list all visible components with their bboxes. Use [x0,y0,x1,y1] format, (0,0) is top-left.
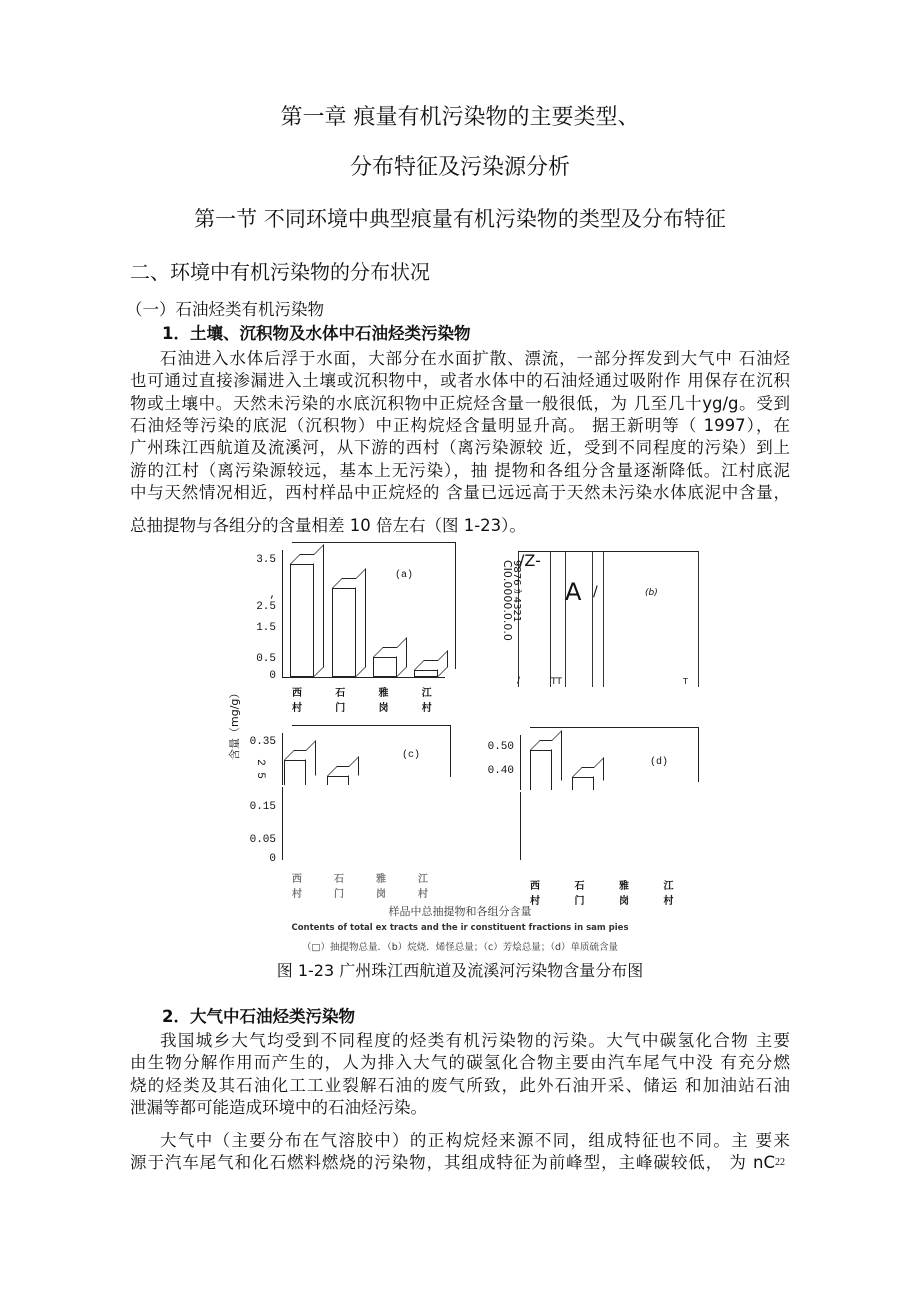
panel-b-text: 9876 ｶ 4321 [511,560,522,623]
bar-西村 [284,760,306,785]
y-tick-label: 3.5 [256,554,276,566]
bar-西村 [530,750,552,790]
y-axis [520,735,521,860]
bar-石门 [572,777,594,790]
bar-雅岗 [373,657,397,677]
x-tick-label: 西村 [530,881,540,907]
bar-side-face [349,756,359,785]
x-tick-label: 石门 [574,881,585,907]
paragraph-line: 我国城乡大气均受到不同程度的烃类有机污染物的污染。大气中碳氢化合物 主要 [160,1031,790,1050]
panel-b-text: CI0.0000.0.0.0 [501,560,514,641]
plot-right-border [698,727,699,782]
panel-b-text: TT [551,677,562,687]
chapter-title-line1: 第一章 痕量有机污染物的主要类型、 [280,105,640,130]
y-tick-label: 0.15 [249,801,276,813]
bar-石门 [332,588,356,677]
panel-title: (d) [650,757,669,768]
bar-side-face [314,544,324,677]
y-tick-label: 0 [269,853,276,865]
panel-b-text: / [593,584,598,600]
panel-title: (c) [402,750,421,761]
x-tick-label: 江村 [663,881,674,907]
plot-top-border [530,727,698,728]
paragraph-line: 广州珠江西航道及流溪河，从下游的西村（离污染源较 近，受到不同程度的污染）到上 [130,438,790,458]
figure-legend: （□）抽提物总量．（b）烷烧．烯怪总量；（c）芳烩总量；（d）单质硫含量 [301,942,618,953]
y-tick-label: 0.05 [249,834,276,846]
bar-side-face [594,757,604,790]
paragraph-line: 石油进入水体后浮于水面，大部分在水面扩散、漂流，一部分挥发到大气中 石油烃 [160,349,790,368]
section-title: 第一节 不同环境中典型痕量有机污染物的类型及分布特征 [194,207,726,231]
subscript: 22 [775,1157,785,1169]
paragraph-line: 也可通过直接渗漏进入土壤或沉积物中，或者水体中的石油烃通过吸附作 用保存在沉积 [130,371,790,391]
y-axis-label: 含量（mg/g） [228,687,241,760]
figure-caption: 图 1-23 广州珠江西航道及流溪河污染物含量分布图 [276,961,644,980]
bar-side-face [397,637,407,677]
x-tick-label: 江村 [418,874,428,900]
paragraph-line: 物或土壤中。天然未污染的水底沉积物中正烷烃含量一般很低，为 几至几十yg/g。受到 [130,393,790,413]
paragraph-line: 中与天然情况相近，西村样品中正烷烃的 含量已远远高于天然未污染水体底泥中含量， [130,482,790,502]
bar-side-face [552,730,562,790]
plot-top-border [292,542,455,543]
x-tick-label: 雅岗 [619,881,629,907]
panel-title: (a) [395,570,414,581]
x-tick-label: 雅岗 [378,688,389,714]
plot-right-border [450,725,451,777]
plot-right-border [455,542,456,669]
x-tick-label: 石门 [334,874,344,900]
x-tick-label: 西村 [292,688,302,714]
y-tick-label: , 2.5 [256,589,276,613]
y-tick-label: 0 [269,670,276,682]
x-tick-label: 雅岗 [376,874,386,900]
paragraph-line: 石油烃等污染的底泥（沉积物）中正构烷烃含量明显升高。 据王新明等（ 1997），在 [130,415,790,435]
bar-side-face [356,568,366,677]
paragraph-line: 总抽提物与各组分的含量相差 10 倍左右（图 1-23）。 [130,516,526,535]
y-tick-label: 0.5 [256,653,276,665]
item2-title: 2．大气中石油烃类污染物 [162,1007,355,1026]
bar-side-face [438,650,448,677]
paragraph-line: 烧的烃类及其石油化工工业裂解石油的废气所致，此外石油开采、储运 和加油站石油 [130,1075,790,1095]
panel-b-text: A [565,578,582,606]
y-tick-label: 0.40 [487,765,514,777]
y-tick-label: 0.35 [249,736,276,748]
x-tick-label: 江村 [421,688,432,714]
y-axis [282,550,283,677]
figure-subtitle-cn: 样品中总抽提物和各组分含量 [388,905,532,918]
y-axis [282,733,283,860]
paragraph-line: 泄漏等都可能造成环境中的石油烃污染。 [130,1097,427,1117]
bar-side-face [306,740,316,785]
bar-江村 [414,670,438,677]
y-tick-label: 2 5 [254,759,266,779]
subsection-title: 二、环境中有机污染物的分布状况 [130,260,430,284]
clip-mask [520,790,700,792]
x-tick-label: 石门 [335,688,346,714]
paragraph-line: 游的江村（离污染源较远，基本上无污染），抽 提物和各组分含量逐渐降低。江村底泥 [130,460,790,480]
y-tick-label: 1.5 [256,622,276,634]
paragraph-line: 源于汽车尾气和化石燃料燃烧的污染物，其组成特征为前峰型，主峰碳较低， 为 nC [130,1153,775,1173]
figure-subtitle-en: Contents of total ex tracts and the ir constituent fractions in sam pies [291,923,629,933]
plot-top-border [292,725,450,726]
y-tick-label: 0.50 [487,741,514,753]
part-title: （一）石油烃类有机污染物 [126,300,324,319]
clip-mask [282,785,452,787]
bar-石门 [327,776,349,785]
paragraph-line: 大气中（主要分布在气溶胶中）的正构烷烃来源不同，组成特征也不同。主 要来 [160,1131,790,1150]
x-tick-label: 西村 [292,874,302,900]
bar-西村 [290,564,314,677]
panel-b-title: (b) [645,588,658,598]
item1-title: 1．土壤、沉积物及水体中石油烃类污染物 [162,324,471,343]
x-axis [282,677,445,678]
panel-b-text: /Z- [519,551,541,570]
panel-b-text: T [683,677,688,686]
panel-b-text: / [517,676,521,686]
chapter-title-line2: 分布特征及污染源分析 [349,155,570,180]
paragraph-line: 由生物分解作用而产生的，人为排入大气的碳氢化合物主要由汽车尾气中没 有充分燃 [130,1053,790,1073]
